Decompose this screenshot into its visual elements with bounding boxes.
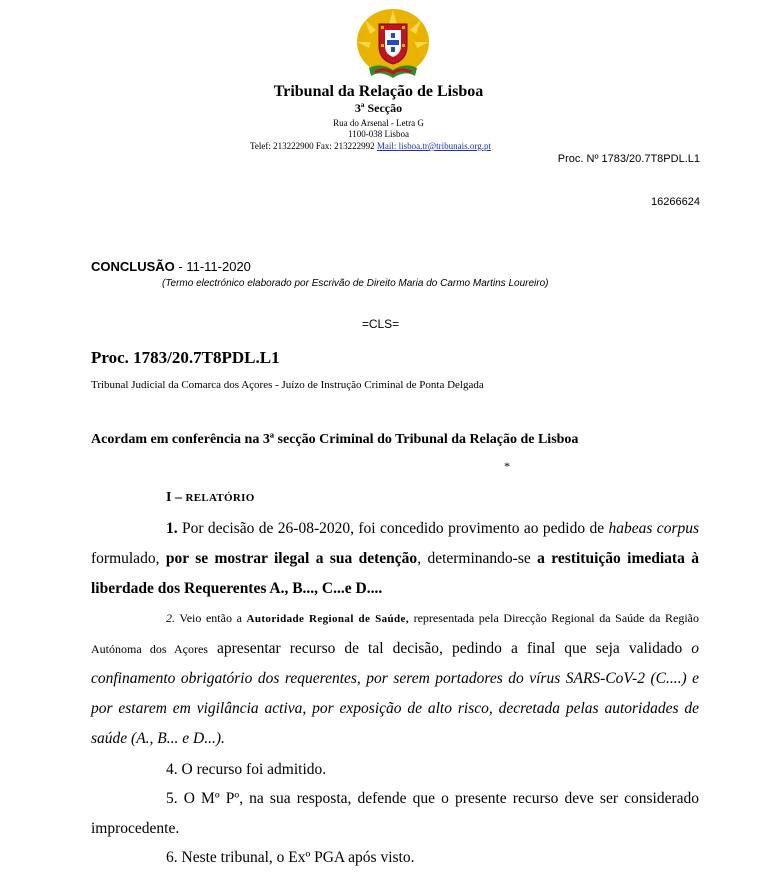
- electronic-term-note: (Termo electrónico elaborado por Escrivão de Direito Maria do Carmo Martins Loureiro): [162, 278, 549, 289]
- paragraph-2: [91, 603, 699, 754]
- p2-text-c: apresentar recurso de tal decisão, pedindo a final que seja validado: [207, 640, 692, 657]
- address-line-1: Rua do Arsenal - Letra G: [333, 118, 424, 128]
- mail-label: Mail:: [376, 141, 397, 151]
- p1-text-c: , determinando-se: [417, 550, 538, 567]
- p2-authority: Autoridade Regional de Saúde,: [246, 613, 409, 625]
- mail-link[interactable]: [377, 141, 491, 151]
- acordam-heading: Acordam em conferência na 3ª secção Criminal do Tribunal da Relação de Lisboa: [91, 432, 579, 447]
- paragraph-2-number: 2.: [166, 611, 175, 625]
- mail-address: lisboa.tr@tribunais.org.pt: [398, 141, 491, 151]
- case-title: Proc. 1783/20.7T8PDL.L1: [91, 348, 280, 367]
- paragraph-5: 5. O Mº Pº, na sua resposta, defende que o presente recurso deve ser considerado improcedente.: [91, 790, 699, 837]
- p2-emphasis: o confinamento obrigatório dos requerentes, por serem portadores do vírus SARS-CoV-2 (C....) e por estarem em vigilância activa, por exposição de alto risco, decretada pelas autoridades de saúde (A., B... e D...).: [91, 640, 700, 747]
- cls-marker: =CLS=: [361, 317, 400, 331]
- p2-text-b: representada pela Direcção Regional da Saúde da Região Autónoma dos Açores: [91, 611, 699, 656]
- conclusion-line: [91, 259, 251, 274]
- contact-line: [250, 141, 491, 151]
- paragraph-6: 6. Neste tribunal, o Exº PGA após visto.: [166, 849, 415, 866]
- court-title: Tribunal da Relação de Lisboa: [273, 83, 484, 100]
- report-numeral: I: [166, 490, 172, 505]
- paragraph-1-number: 1.: [166, 520, 178, 537]
- conclusion-label: CONCLUSÃO: [91, 259, 175, 274]
- court-section: 3ª Secção: [354, 101, 403, 115]
- phone-fax: Telef: 213222900 Fax: 213222992: [250, 141, 375, 151]
- p1-text-a: Por decisão de 26-08-2020, foi concedido provimento ao pedido de: [177, 520, 609, 537]
- report-heading: [166, 490, 255, 506]
- paragraph-4: 4. O recurso foi admitido.: [166, 761, 327, 778]
- document-number: 16266624: [651, 196, 700, 208]
- case-origin: Tribunal Judicial da Comarca dos Açores - Juízo de Instrução Criminal de Ponta Delgada: [91, 379, 484, 391]
- p1-bold-b: a restituição imediata à liberdade dos Requerentes A., B..., C...e D....: [91, 550, 699, 597]
- report-label: RELATÓRIO: [185, 492, 255, 504]
- address-line-2: 1100-038 Lisboa: [348, 129, 409, 139]
- p1-emphasis: habeas corpus: [608, 520, 700, 537]
- p1-text-b: formulado,: [91, 550, 166, 567]
- p2-text-a: Veio então a: [175, 611, 247, 625]
- paragraph-1: [91, 514, 699, 604]
- report-dash: –: [171, 490, 186, 505]
- p1-bold-a: por se mostrar ilegal a sua detenção: [165, 550, 418, 567]
- separator-asterisk: *: [504, 459, 510, 473]
- conclusion-date: - 11-11-2020: [174, 259, 251, 274]
- coat-of-arms-icon: [343, 4, 443, 84]
- process-number-header: Proc. Nº 1783/20.7T8PDL.L1: [557, 153, 700, 165]
